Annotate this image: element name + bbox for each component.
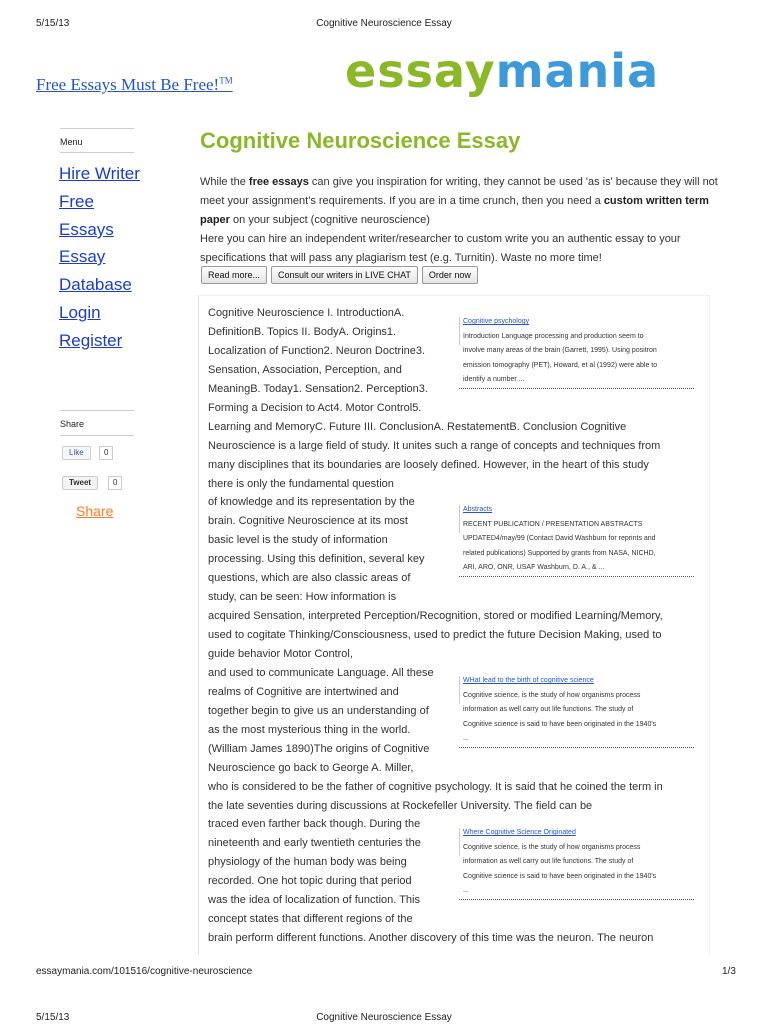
essay-line: Localization of Function2. Neuron Doctrine3. — [208, 345, 426, 357]
intro-p1-a: While the — [200, 176, 249, 188]
related-essay-box — [459, 674, 694, 748]
related-essay-excerpt: identify a number ... — [463, 376, 525, 383]
related-essay-excerpt: RECENT PUBLICATION / PRESENTATION ABSTRACTS — [463, 520, 643, 528]
essay-line: brain. Cognitive Neuroscience at its most — [208, 515, 408, 527]
share-label: Share — [60, 419, 85, 429]
share-link[interactable]: Share — [76, 503, 114, 519]
nav-free[interactable]: Free — [59, 192, 94, 211]
essay-line: many disciplines that its boundaries are loosely defined. However, in the heart of this study — [208, 459, 649, 471]
related-essay-box — [459, 315, 694, 389]
print-page-number: 1/3 — [722, 966, 736, 977]
essay-line: guide behavior Motor Control, — [208, 648, 353, 660]
essay-line: traced even farther back though. During the — [208, 818, 421, 830]
intro-p2: Here you can hire an independent writer/researcher to custom write you an authentic essay to your specifications that will pass any plagiarism test (e.g. Turnitin). Waste no more time! — [200, 233, 681, 264]
essay-line: DefinitionB. Topics II. BodyA. Origins1. — [208, 326, 397, 338]
related-essay-box — [459, 826, 694, 900]
menu-divider — [60, 152, 134, 153]
related-essay-excerpt: Cognitive science is said to have been originated in the 1940's — [463, 872, 657, 880]
intro-p1-e: on your subject (cognitive neuroscience) — [229, 214, 430, 226]
essay-line: basic level is the study of information — [208, 534, 388, 546]
tagline-text: Free Essays Must Be Free! — [36, 75, 220, 94]
related-essay-box — [459, 503, 694, 577]
essay-line: Learning and MemoryC. Future III. ConclusionA. RestatementB. Conclusion Cognitive — [208, 421, 627, 433]
nav-essays[interactable]: Essays — [59, 220, 114, 239]
menu-divider — [60, 128, 134, 129]
related-essay-excerpt: Cognitive science, is the study of how organisms process — [463, 843, 641, 851]
trademark-mark: TM — [219, 75, 233, 86]
logo-part-essay: essay — [345, 44, 496, 98]
intro-p1-c: can give you inspiration for writing, they cannot be used 'as is' because they will not meet your assignment's requirements. If you are in a time crunch, then you need a — [200, 176, 718, 207]
live-chat-button[interactable]: Consult our writers in LIVE CHAT — [271, 266, 418, 284]
essay-line: processing. Using this definition, several key — [208, 553, 425, 565]
print-url: essaymania.com/101516/cognitive-neuroscience — [36, 966, 253, 977]
site-logo[interactable] — [345, 44, 660, 98]
essay-line: nineteenth and early twentieth centuries the — [208, 837, 421, 849]
related-essay-excerpt: involve many areas of the brain (Garrett, 1995). Using positron — [463, 347, 657, 354]
essay-line: acquired Sensation, interpreted Perception/Recognition, stored or modified Learning/Memory, — [208, 610, 663, 622]
cta-buttons — [201, 266, 478, 284]
related-essay-excerpt: related publications) Supported by grants from NASA, NICHD, — [463, 549, 656, 557]
like-count: 0 — [99, 446, 113, 460]
essay-line: Cognitive Neuroscience I. IntroductionA. — [208, 307, 405, 319]
nav-database[interactable]: Database — [59, 275, 132, 294]
essay-line: realms of Cognitive are intertwined and — [208, 686, 399, 698]
related-essay-link[interactable]: WHat lead to the birth of cognitive science — [463, 677, 594, 684]
essay-line: questions, which are also classic areas of — [208, 572, 411, 584]
related-essay-excerpt: information as well carry out life functions. The study of — [463, 706, 634, 713]
tagline-link[interactable] — [36, 75, 233, 95]
nav-login[interactable]: Login — [59, 303, 101, 322]
essay-line: as the most mysterious thing in the world. — [208, 724, 411, 736]
essay-line: Forming a Decision to Act4. Motor Control5. — [208, 402, 422, 414]
facebook-like-button[interactable]: Like — [62, 446, 91, 460]
read-more-button[interactable]: Read more... — [201, 266, 267, 284]
tweet-count: 0 — [108, 476, 122, 490]
article-title: Cognitive Neuroscience Essay — [200, 128, 521, 153]
free-essays-link[interactable]: free essays — [248, 176, 309, 188]
share-divider — [60, 435, 134, 436]
essay-line: recorded. One hot topic during that period — [208, 875, 412, 887]
related-essay-link[interactable]: Abstracts — [463, 506, 493, 513]
related-essay-excerpt: ... — [463, 735, 469, 742]
nav-essay[interactable]: Essay — [59, 247, 106, 266]
essay-line: Neuroscience is a large field of study. It unites such a range of concepts and techniques from — [208, 440, 661, 452]
related-essay-link[interactable]: Cognitive psychology — [463, 318, 530, 325]
essay-line: the late seventies during discussions at Rockefeller University. The field can be — [208, 800, 593, 812]
logo-part-mania: mania — [495, 44, 660, 98]
print-title: Cognitive Neuroscience Essay — [316, 1012, 452, 1023]
order-now-button[interactable]: Order now — [422, 266, 478, 284]
related-essay-excerpt: Cognitive science, is the study of how organisms process — [463, 691, 641, 699]
essay-line: (William James 1890)The origins of Cognitive — [208, 743, 430, 755]
essay-line: was the idea of localization of function. This — [208, 894, 420, 906]
essay-line: brain perform different functions. Another discovery of this time was the neuron. The neuron — [208, 932, 654, 944]
essay-line: study, can be seen: How information is — [208, 591, 397, 603]
intro-text — [200, 173, 720, 268]
related-essay-excerpt: information as well carry out life functions. The study of — [463, 858, 634, 865]
essay-line: physiology of the human body was being — [208, 856, 407, 868]
essay-line: who is considered to be the father of cognitive psychology. It is said that he coined the term in — [208, 781, 663, 793]
essay-line: Neuroscience go back to George A. Miller, — [208, 762, 414, 774]
tweet-button[interactable]: Tweet — [62, 476, 98, 490]
print-title: Cognitive Neuroscience Essay — [316, 18, 452, 29]
menu-label: Menu — [60, 137, 83, 147]
related-essay-excerpt: ARI, ARO, ONR, USAF Washburn, D. A., & ... — [463, 564, 605, 571]
related-essay-excerpt: UPDATED4/may/99 (Contact David Washburn for reprints and — [463, 535, 656, 542]
print-date: 5/15/13 — [36, 18, 70, 29]
essay-line: of knowledge and its representation by the — [208, 496, 415, 508]
essay-line: MeaningB. Today1. Sensation2. Perception3. — [208, 383, 428, 395]
essay-line: there is only the fundamental question — [208, 478, 394, 490]
essay-line: Sensation, Association, Perception, and — [208, 364, 402, 376]
related-essay-excerpt: emission tomography (PET), Howard, et al (1992) were able to — [463, 361, 658, 369]
essay-line: concept states that different regions of the — [208, 913, 413, 925]
essay-line: together begin to give us an understanding of — [208, 705, 429, 717]
related-essay-excerpt: Introduction Language processing and production seem to — [463, 332, 644, 340]
related-essay-excerpt: Cognitive science is said to have been originated in the 1940's — [463, 720, 657, 728]
nav-hire-writer[interactable]: Hire Writer — [59, 164, 140, 183]
nav-register[interactable]: Register — [59, 331, 123, 350]
essay-line: used to cogitate Thinking/Consciousness, used to predict the future Decision Making, used to — [208, 629, 662, 641]
essay-line: and used to communicate Language. All these — [208, 667, 434, 679]
print-date: 5/15/13 — [36, 1012, 70, 1023]
related-essay-excerpt: ... — [463, 887, 469, 894]
related-essay-link[interactable]: Where Cognitive Science Originated — [463, 829, 576, 836]
share-divider — [60, 410, 134, 411]
custom-paper-link[interactable]: custom written term paper — [200, 195, 709, 226]
